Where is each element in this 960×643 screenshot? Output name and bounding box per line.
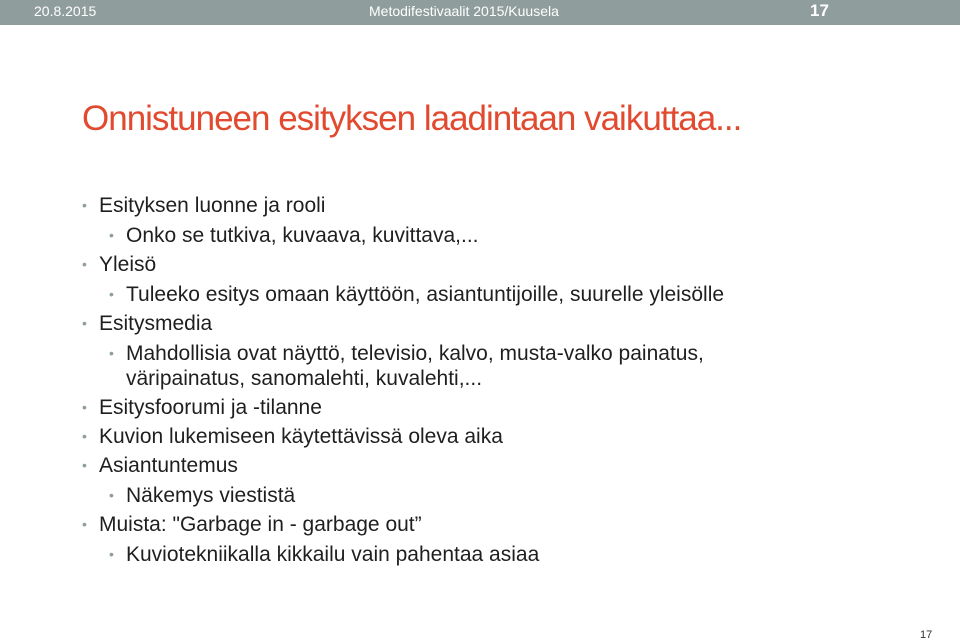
- sub-bullet-item: [109, 341, 704, 366]
- bullet-item: [82, 193, 326, 218]
- bullet-dot-icon: •: [109, 546, 114, 562]
- sub-bullet-item: [109, 223, 479, 248]
- header-date: 20.8.2015: [34, 3, 97, 19]
- slide-title: Onnistuneen esityksen laadintaan vaikuttaa...: [82, 99, 742, 138]
- bullet-text: Yleisö: [99, 253, 157, 276]
- bullet-dot-icon: •: [82, 428, 87, 444]
- header-title: Metodifestivaalit 2015/Kuusela: [369, 3, 559, 19]
- bullet-text: Mahdollisia ovat näyttö, televisio, kalvo, musta-valko painatus,: [126, 342, 704, 365]
- sub-bullet-item: [109, 483, 296, 508]
- bullet-item: [82, 311, 213, 336]
- bullet-text: Muista: "Garbage in - garbage out”: [99, 513, 422, 536]
- bullet-item: [82, 424, 503, 449]
- bullet-dot-icon: •: [109, 227, 114, 243]
- bullet-text: väripainatus, sanomalehti, kuvalehti,...: [126, 367, 483, 390]
- bullet-item: [82, 453, 238, 478]
- bullet-text: Kuviotekniikalla kikkailu vain pahentaa asiaa: [126, 543, 540, 566]
- header-slide-number: 17: [810, 1, 829, 20]
- bullet-dot-icon: •: [109, 286, 114, 302]
- bullet-text: Esitysmedia: [99, 312, 213, 335]
- bullet-dot-icon: •: [82, 197, 87, 213]
- bullet-text: Onko se tutkiva, kuvaava, kuvittava,...: [126, 224, 479, 247]
- bullet-dot-icon: •: [109, 487, 114, 503]
- sub-bullet-continuation: [126, 366, 482, 391]
- bullet-text: Esityksen luonne ja rooli: [99, 194, 326, 217]
- bullet-dot-icon: •: [82, 256, 87, 272]
- bullet-text: Asiantuntemus: [99, 454, 238, 477]
- bullet-dot-icon: •: [82, 315, 87, 331]
- sub-bullet-item: [109, 282, 725, 307]
- footer-page-number: 17: [920, 629, 933, 641]
- bullet-dot-icon: •: [82, 399, 87, 415]
- bullet-dot-icon: •: [109, 345, 114, 361]
- bullet-text: Kuvion lukemiseen käytettävissä oleva aika: [99, 425, 503, 448]
- bullet-item: [82, 512, 422, 537]
- bullet-text: Tuleeko esitys omaan käyttöön, asiantuntijoille, suurelle yleisölle: [126, 283, 725, 306]
- bullet-text: Esitysfoorumi ja -tilanne: [99, 396, 322, 419]
- sub-bullet-item: [109, 542, 540, 567]
- bullet-item: [82, 252, 157, 277]
- bullet-dot-icon: •: [82, 457, 87, 473]
- bullet-text: Näkemys viestistä: [126, 484, 296, 507]
- bullet-dot-icon: •: [82, 516, 87, 532]
- bullet-item: [82, 395, 322, 420]
